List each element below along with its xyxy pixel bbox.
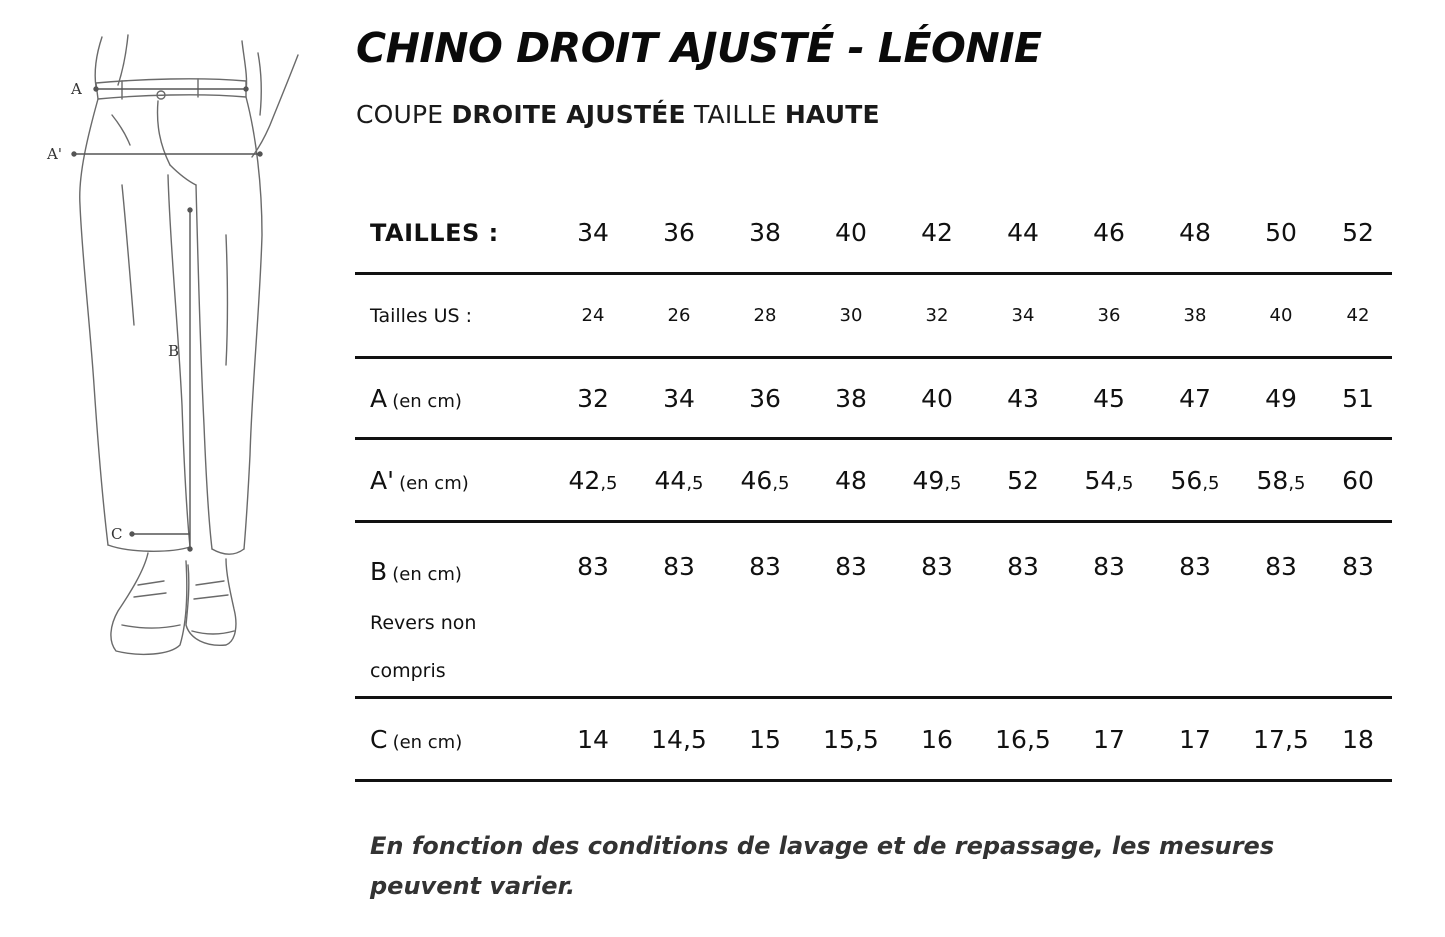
value-int: 58: [1256, 465, 1289, 495]
table-cell: 83: [749, 552, 781, 581]
table-cell: [636, 466, 722, 495]
table-cell: 38: [749, 218, 781, 247]
table-cell: 15: [749, 724, 781, 754]
table-cell: 26: [667, 305, 691, 326]
table-cell: 40: [1269, 305, 1293, 326]
table-cell: 34: [577, 218, 609, 247]
table-cell: 17: [1093, 724, 1125, 754]
table-cell: 83: [663, 552, 695, 581]
row-label-c: [355, 725, 550, 754]
table-cell: 16,5: [995, 724, 1051, 754]
diagram-label-c: C: [111, 525, 123, 543]
row-label-letter: A': [370, 465, 394, 495]
table-cell: 47: [1179, 383, 1211, 413]
value-int: 46: [740, 465, 773, 495]
value-int: 52: [1007, 465, 1039, 495]
value-int: 42: [568, 465, 601, 495]
table-cell: 16: [921, 724, 953, 754]
table-cell: 34: [1011, 305, 1035, 326]
row-label-unit: (en cm): [392, 390, 462, 412]
table-cell: 83: [1179, 552, 1211, 581]
table-cell: 45: [1093, 383, 1125, 413]
diagram-label-b: B: [168, 342, 180, 360]
diagram-label-a: A: [71, 80, 82, 98]
value-int: 56: [1170, 465, 1203, 495]
row-label-us-sizes: Tailles US :: [370, 304, 472, 327]
row-label-unit: (en cm): [392, 564, 462, 585]
table-cell: 15,5: [823, 724, 879, 754]
table-cell: 83: [577, 552, 609, 581]
table-cell: 28: [753, 305, 777, 326]
table-cell: 50: [1265, 218, 1297, 247]
table-cell: [722, 466, 808, 495]
table-cell: 83: [1093, 552, 1125, 581]
value-decimal: ,5: [1202, 472, 1220, 494]
diagram-label-a-prime: A': [47, 145, 62, 163]
size-chart-table: [355, 193, 1392, 782]
table-cell: 14,5: [651, 724, 707, 754]
table-cell: 36: [663, 218, 695, 247]
page-title: CHINO DROIT AJUSTÉ - LÉONIE: [356, 24, 1042, 72]
table-cell: 48: [1179, 218, 1211, 247]
value-int: 54: [1084, 465, 1117, 495]
table-cell: 49: [1265, 383, 1297, 413]
table-cell: 32: [577, 383, 609, 413]
disclaimer-line: En fonction des conditions de lavage et de repassage, les mesures: [370, 832, 1275, 860]
table-cell: 18: [1342, 724, 1374, 754]
row-label-letter: C: [370, 724, 388, 754]
value-int: 60: [1342, 465, 1374, 495]
trousers-measurement-diagram-icon: [30, 25, 320, 675]
table-cell: 14: [577, 724, 609, 754]
table-cell: [1152, 466, 1238, 495]
table-cell: 36: [749, 383, 781, 413]
table-row-sizes: [355, 193, 1392, 275]
table-cell: 36: [1097, 305, 1121, 326]
row-label-a-prime: [355, 466, 550, 495]
table-cell: 42: [1346, 305, 1370, 326]
value-decimal: ,5: [600, 472, 618, 494]
value-decimal: ,5: [944, 472, 962, 494]
subtitle-word: TAILLE: [693, 100, 777, 129]
table-cell: 83: [921, 552, 953, 581]
row-label-unit: (en cm): [399, 472, 469, 494]
value-int: 44: [654, 465, 687, 495]
table-cell: 46: [1093, 218, 1125, 247]
row-label-unit: (en cm): [392, 731, 463, 753]
table-cell: 83: [835, 552, 867, 581]
table-cell: 24: [581, 305, 605, 326]
table-cell: 44: [1007, 218, 1039, 247]
row-label-a: [355, 384, 550, 413]
table-cell: 38: [1183, 305, 1207, 326]
table-row-b: [355, 523, 1392, 699]
value-decimal: ,5: [1288, 472, 1306, 494]
table-cell: [808, 466, 894, 495]
table-cell: [550, 466, 636, 495]
value-int: 49: [912, 465, 945, 495]
table-cell: 30: [839, 305, 863, 326]
table-cell: 83: [1007, 552, 1039, 581]
table-cell: [1066, 466, 1152, 495]
table-cell: 43: [1007, 383, 1039, 413]
table-cell: [894, 466, 980, 495]
table-cell: [980, 466, 1066, 495]
value-decimal: ,5: [1116, 472, 1134, 494]
row-label-sizes: TAILLES :: [370, 218, 499, 247]
value-int: 48: [835, 465, 867, 495]
subtitle-word: COUPE: [356, 100, 444, 129]
value-decimal: ,5: [772, 472, 790, 494]
table-cell: 83: [1342, 552, 1374, 581]
table-cell: 83: [1265, 552, 1297, 581]
table-row-c: [355, 699, 1392, 782]
table-cell: 51: [1342, 383, 1374, 413]
fit-description: [356, 100, 880, 129]
table-cell: 32: [925, 305, 949, 326]
table-cell: 52: [1342, 218, 1374, 247]
disclaimer-line: peuvent varier.: [370, 872, 576, 900]
table-row-us-sizes: [355, 275, 1392, 359]
table-cell: 40: [921, 383, 953, 413]
row-label-b: [355, 523, 550, 695]
table-cell: 42: [921, 218, 953, 247]
table-cell: 17: [1179, 724, 1211, 754]
table-cell: 34: [663, 383, 695, 413]
row-label-note: Revers non: [370, 612, 477, 634]
value-decimal: ,5: [686, 472, 704, 494]
table-cell: [1238, 466, 1324, 495]
row-label-note: compris: [370, 660, 446, 682]
table-row-a: [355, 359, 1392, 440]
table-cell: [1324, 466, 1392, 495]
row-label-letter: B: [370, 557, 388, 586]
subtitle-word-bold: HAUTE: [784, 100, 880, 129]
row-label-letter: A: [370, 383, 388, 413]
table-cell: 40: [835, 218, 867, 247]
table-row-a-prime: [355, 440, 1392, 523]
subtitle-word-bold: DROITE AJUSTÉE: [451, 100, 686, 129]
care-disclaimer: [370, 826, 1380, 906]
table-cell: 17,5: [1253, 724, 1309, 754]
table-cell: 38: [835, 383, 867, 413]
